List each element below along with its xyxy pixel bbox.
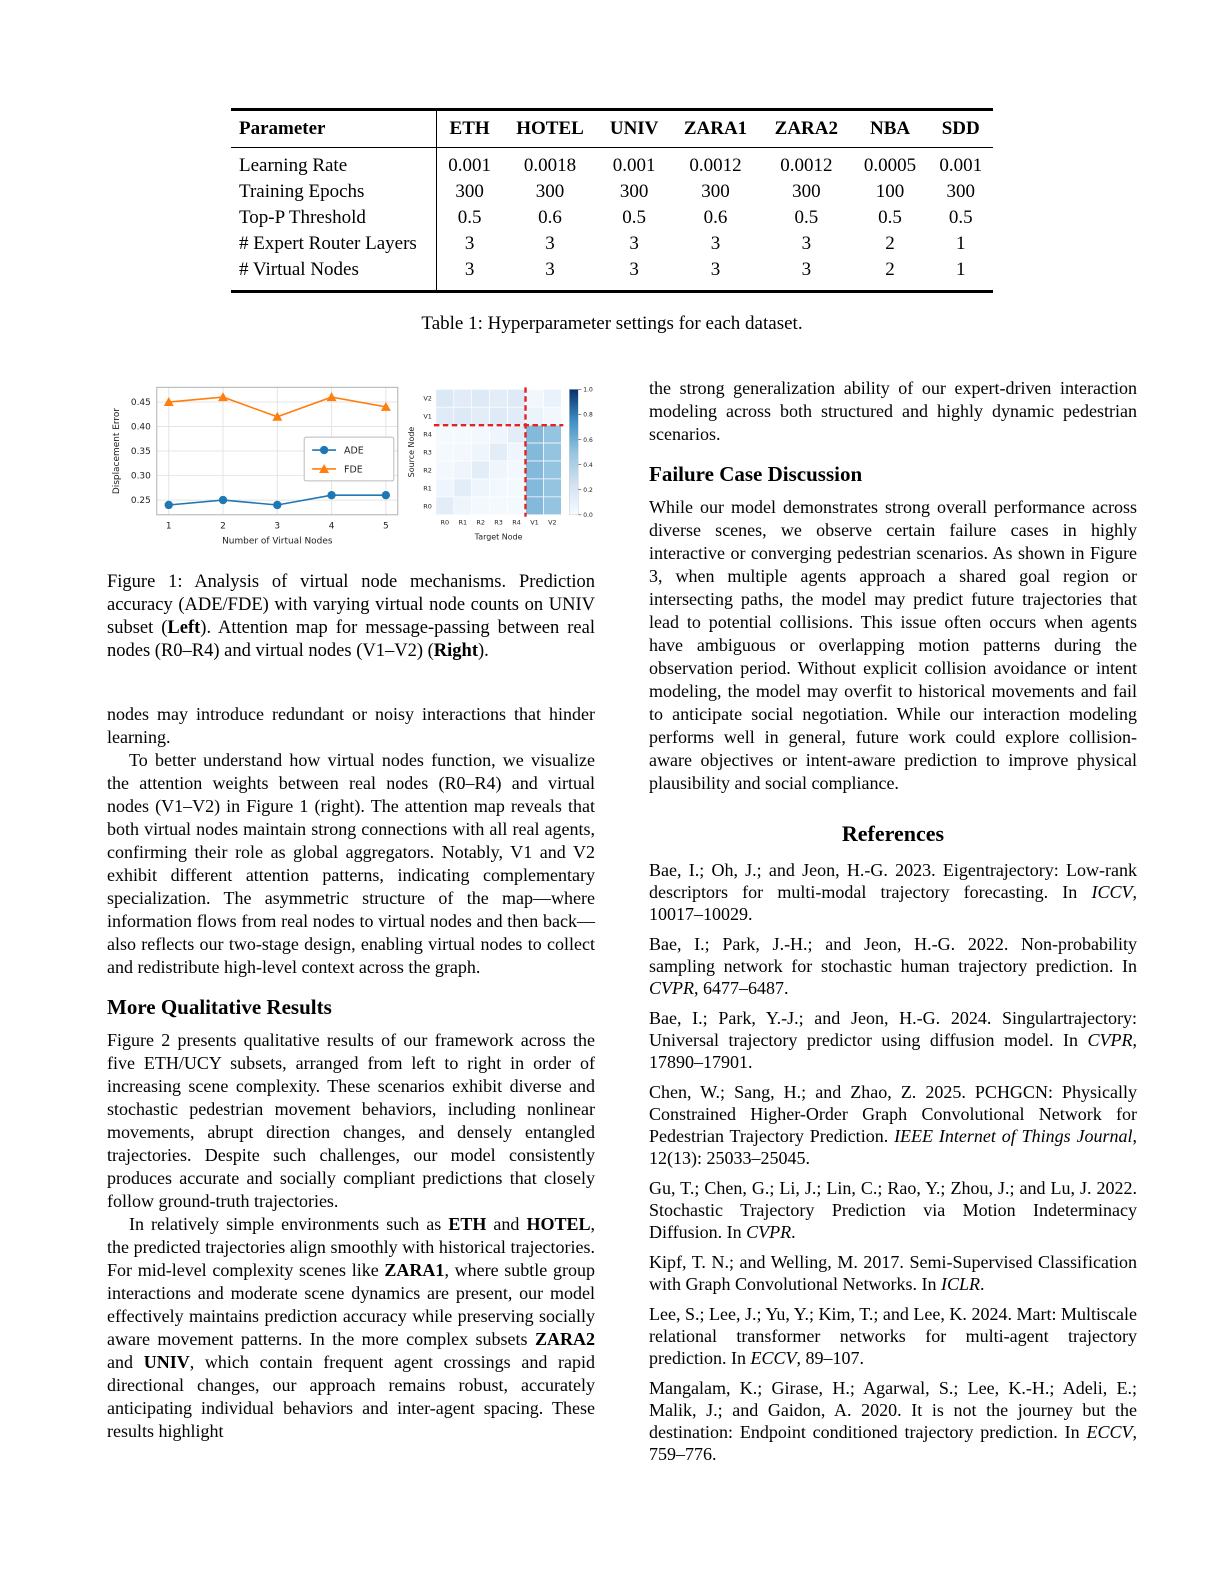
table-caption: Table 1: Hyperparameter settings for each dataset. (421, 313, 803, 334)
svg-text:R4: R4 (512, 518, 521, 527)
left-column (107, 377, 595, 1473)
text: Gu, T.; Chen, G.; Li, J.; Lin, C.; Rao, Y.; Zhou, J.; and Lu, J. 2022. Stochastic Trajectory Prediction via Motion Indeterminacy Diffusion. In (649, 1178, 1137, 1242)
text: , 17890–17901. (649, 1030, 1137, 1072)
svg-text:0.30: 0.30 (130, 471, 151, 482)
text: Bae, I.; Park, Y.-J.; and Jeon, H.-G. 2024. Singulartrajectory: Universal trajectory predictor using diffusion model. In (649, 1008, 1137, 1050)
paragraph: While our model demonstrates strong overall performance across diverse scenes, we observe certain failure cases in highly interactive or converging pedestrian scenarios. As shown in Figure 3, when multiple agents approach a shared goal region or intersecting paths, the model may predict future trajectories that lead to potential collisions. This issue often occurs when agents have ambiguous or overlapping motion patterns during the observation period. Without explicit collision avoidance or intent modeling, the model may overfit to historical movements and fail to anticipate social negotiation. While our interaction modeling performs well in general, future work could explore collision-aware objectives or intent-aware prediction to improve physical plausibility and social compliance. (649, 497, 1137, 793)
svg-text:0.2: 0.2 (583, 486, 593, 494)
svg-text:1: 1 (165, 521, 172, 532)
table-header-cell: ETH (437, 110, 502, 148)
right-column (649, 377, 1137, 1473)
text: Lee, S.; Lee, J.; Yu, Y.; Kim, T.; and Lee, K. 2024. Mart: Multiscale relational transformer networks for multi-agent trajectory prediction. In (649, 1304, 1137, 1368)
bold-text: HOTEL (526, 1214, 591, 1234)
table-cell: 0.0012 (689, 155, 742, 176)
reference-entry (649, 859, 1137, 925)
svg-text:R4: R4 (423, 430, 432, 439)
table-cell: 1 (955, 233, 966, 254)
table-row (231, 205, 993, 231)
reference-entry (649, 1007, 1137, 1073)
text: , the predicted trajectories align smoothly with historical trajectories. For mid-level complexity scenes like (107, 1214, 595, 1280)
svg-text:R2: R2 (476, 518, 485, 527)
table-cell: 100 (875, 181, 905, 202)
table-cell: 3 (801, 233, 812, 254)
paragraph: To better understand how virtual nodes function, we visualize the attention weights between real nodes (R0–R4) and virtual nodes (V1–V2) in Figure 1 (right). The attention map reveals that both virtual nodes maintain strong connections with all real agents, confirming their role as global aggregators. Notably, V1 and V2 exhibit different attention patterns, indicating complementary specialization. The asymmetric structure of the map—where information flows from real nodes to virtual nodes and then back—also reflects our two-stage design, enabling virtual nodes to collect and redistribute high-level context across the graph. (107, 750, 595, 977)
table-header-cell: UNIV (598, 110, 670, 148)
svg-text:0.25: 0.25 (130, 496, 151, 507)
italic-text: ECCV (1086, 1422, 1133, 1442)
text: Mangalam, K.; Girase, H.; Agarwal, S.; Lee, K.-H.; Adeli, E.; Malik, J.; and Gaidon, A. 2020. It is not the journey but the destination: Endpoint conditioned trajectory prediction. In (649, 1378, 1137, 1442)
table-cell: 300 (455, 181, 484, 202)
table-cell: 0.001 (448, 155, 491, 176)
svg-text:2: 2 (220, 521, 226, 532)
table-cell: 0.0012 (780, 155, 833, 176)
table-cell: 3 (629, 233, 639, 254)
caption-text: ). (477, 641, 489, 661)
text: , 12(13): 25033–25045. (649, 1126, 1137, 1168)
table-cell: 1 (955, 259, 966, 280)
table-header-row (231, 110, 993, 148)
section-heading-more-qualitative-results: More Qualitative Results (107, 995, 332, 1019)
table-cell: 0.5 (794, 207, 819, 228)
italic-text: IEEE Internet of Things Journal (894, 1126, 1133, 1146)
table-cell: 0.0005 (863, 155, 917, 176)
svg-text:R3: R3 (423, 448, 432, 457)
figure-1 (107, 377, 595, 549)
svg-text:3: 3 (274, 521, 281, 532)
svg-text:0.6: 0.6 (583, 436, 593, 444)
section-heading-failure-case-discussion: Failure Case Discussion (649, 462, 863, 486)
table-row (231, 148, 993, 180)
table-cell: 0.6 (703, 207, 728, 228)
references-heading: References (841, 821, 945, 846)
text: Chen, W.; Sang, H.; and Zhao, Z. 2025. PCHGCN: Physically Constrained Higher-Order Graph Convolutional Network for Pedestrian Trajectory Prediction. (649, 1082, 1137, 1146)
table-cell: 0.001 (612, 155, 656, 176)
svg-text:5: 5 (383, 521, 389, 532)
caption-bold-left: Left (167, 618, 201, 638)
table-header-cell: SDD (928, 110, 993, 148)
text: . (979, 1274, 985, 1294)
paragraph: the strong generalization ability of our expert-driven interaction modeling across both structured and highly dynamic pedestrian scenarios. (649, 378, 1137, 444)
table-cell: # Virtual Nodes (231, 257, 437, 292)
table-cell: 2 (885, 259, 895, 280)
table-cell: 0.5 (622, 207, 646, 228)
reference-entry (649, 1251, 1137, 1295)
table-1-block (231, 108, 993, 335)
reference-entry (649, 1177, 1137, 1243)
ade-fde-line-chart (107, 377, 404, 549)
references-list (649, 859, 1137, 1465)
table-header-cell: ZARA2 (761, 110, 852, 148)
svg-text:V2: V2 (547, 518, 557, 527)
paragraph: nodes may introduce redundant or noisy interactions that hinder learning. (107, 704, 595, 747)
svg-text:0.8: 0.8 (583, 411, 593, 419)
italic-text: CVPR (746, 1222, 792, 1242)
text: Bae, I.; Oh, J.; and Jeon, H.-G. 2023. Eigentrajectory: Low-rank descriptors for multi-modal trajectory forecasting. In (649, 860, 1137, 902)
svg-text:V1: V1 (423, 412, 432, 421)
paragraph (107, 1213, 595, 1443)
bold-text: ETH (448, 1214, 487, 1234)
table-header-cell: Parameter (231, 110, 437, 148)
table-cell: 300 (792, 181, 821, 202)
svg-text:R3: R3 (494, 518, 503, 527)
svg-text:0.45: 0.45 (130, 398, 151, 409)
two-column-body (107, 377, 1137, 1473)
svg-text:0.4: 0.4 (583, 461, 593, 469)
table-cell: 3 (464, 233, 475, 254)
table-row (231, 257, 993, 292)
italic-text: ICLR (940, 1274, 980, 1294)
svg-text:R0: R0 (423, 502, 432, 511)
svg-text:Target Node: Target Node (474, 532, 523, 542)
table-cell: 3 (629, 259, 639, 280)
svg-text:Number of Virtual Nodes: Number of Virtual Nodes (222, 536, 333, 547)
figure-caption (107, 571, 595, 663)
text: and (107, 1352, 144, 1372)
table-cell: 0.5 (457, 207, 482, 228)
table-cell: Training Epochs (231, 179, 437, 205)
caption-text: Figure 1: Analysis of virtual node mechanisms. Prediction accuracy (ADE/FDE) with varying virtual node counts on UNIV subset ( (107, 572, 595, 638)
reference-entry (649, 1081, 1137, 1169)
table-cell: 300 (701, 181, 730, 202)
svg-text:4: 4 (328, 521, 335, 532)
svg-text:R2: R2 (423, 466, 432, 475)
svg-text:0.40: 0.40 (130, 422, 151, 433)
table-cell: 300 (535, 181, 565, 202)
text: . (791, 1222, 796, 1242)
reference-entry (649, 1377, 1137, 1465)
table-cell: 3 (464, 259, 475, 280)
table-cell: 300 (946, 181, 975, 202)
italic-text: ICCV (1091, 882, 1133, 902)
table-cell: Learning Rate (231, 148, 437, 180)
svg-text:V2: V2 (423, 394, 432, 403)
svg-text:R0: R0 (440, 518, 449, 527)
text: , 759–776. (649, 1422, 1137, 1464)
svg-text:Source Node: Source Node (406, 426, 416, 478)
table-cell: 300 (619, 181, 649, 202)
text: , 6477–6487. (694, 978, 789, 998)
table-cell: 0.6 (538, 207, 562, 228)
svg-text:0.0: 0.0 (583, 512, 593, 520)
table-cell: Top-P Threshold (231, 205, 437, 231)
table-cell: 0.001 (939, 155, 983, 176)
text: In relatively simple environments such as (129, 1214, 449, 1234)
hyperparameter-table (231, 108, 993, 293)
reference-entry (649, 933, 1137, 999)
table-cell: 3 (545, 259, 555, 280)
text: and (486, 1214, 527, 1234)
italic-text: ECCV (750, 1348, 797, 1368)
italic-text: CVPR (649, 978, 694, 998)
table-header-cell: HOTEL (502, 110, 598, 148)
svg-text:1.0: 1.0 (583, 386, 593, 394)
reference-entry (649, 1303, 1137, 1369)
text: Kipf, T. N.; and Welling, M. 2017. Semi-Supervised Classification with Graph Convolutional Networks. In (649, 1252, 1137, 1294)
table-header-cell: NBA (852, 110, 929, 148)
bold-text: UNIV (143, 1352, 190, 1372)
table-cell: 0.5 (948, 207, 973, 228)
text: Bae, I.; Park, J.-H.; and Jeon, H.-G. 2022. Non-probability sampling network for stochastic human trajectory prediction. In (649, 934, 1137, 976)
attention-heatmap (406, 377, 595, 549)
table-cell: # Expert Router Layers (231, 231, 437, 257)
paragraph: Figure 2 presents qualitative results of our framework across the five ETH/UCY subsets, arranged from left to right in order of increasing scene complexity. These scenarios exhibit diverse and stochastic pedestrian movement behaviors, including nonlinear movements, abrupt direction changes, and densely entangled trajectories. Despite such challenges, our model consistently produces accurate and socially compliant predictions that closely follow ground-truth trajectories. (107, 1030, 595, 1211)
table-cell: 3 (545, 233, 555, 254)
table-header-cell: ZARA1 (670, 110, 761, 148)
caption-bold-right: Right (433, 641, 478, 661)
table-row (231, 179, 993, 205)
table-row (231, 231, 993, 257)
bold-text: ZARA2 (534, 1329, 595, 1349)
table-cell: 2 (885, 233, 895, 254)
svg-text:ADE: ADE (344, 445, 364, 457)
italic-text: CVPR (1087, 1030, 1133, 1050)
svg-text:R1: R1 (458, 518, 467, 527)
svg-text:FDE: FDE (344, 464, 363, 476)
table-cell: 3 (710, 259, 721, 280)
bold-text: ZARA1 (384, 1260, 445, 1280)
svg-text:Displacement Error: Displacement Error (111, 407, 122, 495)
table-cell: 0.5 (878, 207, 902, 228)
table-cell: 3 (710, 233, 721, 254)
text: , 89–107. (796, 1348, 864, 1368)
table-cell: 3 (801, 259, 812, 280)
svg-text:0.35: 0.35 (130, 447, 151, 458)
caption-text: ). Attention map for message-passing between real nodes (R0–R4) and virtual nodes (V1–V2) ( (107, 618, 595, 661)
svg-text:V1: V1 (529, 518, 539, 527)
text: , 10017–10029. (649, 882, 1137, 924)
svg-text:R1: R1 (423, 484, 432, 493)
text: , which contain frequent agent crossings and rapid directional changes, our approach remains robust, accurately anticipating individual behaviors and inter-agent spacing. These results highlight (107, 1352, 596, 1441)
text: , where subtle group interactions and moderate scene dynamics are present, our model effectively maintains prediction accuracy while preserving socially aware movement patterns. In the more complex subsets (107, 1260, 595, 1349)
table-cell: 0.0018 (523, 155, 577, 176)
